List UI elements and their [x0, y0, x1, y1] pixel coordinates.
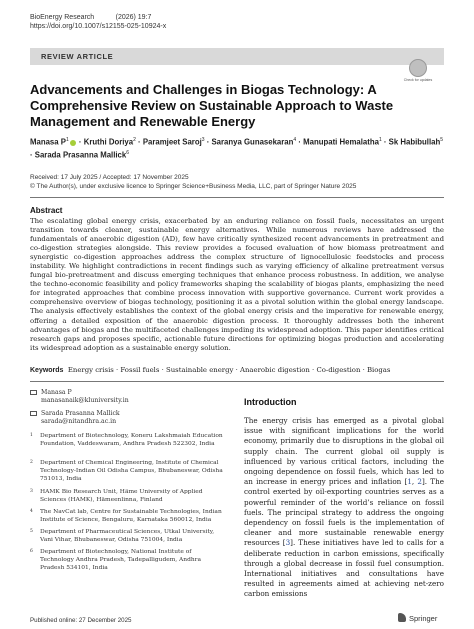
affiliation-text: Department of Biotechnology, Koneru Lakshmaiah Education Foundation, Vaddeswaram, Andhra Pradesh 522302, India — [40, 433, 223, 447]
affiliation-number: 1 — [30, 433, 33, 438]
introduction-text — [244, 416, 444, 600]
citation-link[interactable]: 3 — [285, 538, 291, 548]
affiliation-number: 2 — [30, 460, 33, 465]
journal-header — [30, 13, 166, 31]
springer-horse-icon — [398, 613, 406, 622]
affiliation-number: 6 — [30, 549, 33, 554]
article-type-banner — [30, 48, 444, 65]
affiliation-item — [30, 433, 223, 449]
contact-email[interactable]: manasanaik@kluniversity.in — [41, 397, 129, 404]
author-affiliation-number: 1 — [378, 137, 382, 143]
affiliation-item — [30, 529, 223, 545]
affiliation-number: 4 — [30, 509, 33, 514]
author-list: Manasa $P^1$ · Kruthi Doriya$^2$ · Paramjeet Saroj$^3$ · Saranya Gunasekaran$^4$ · Manupati Hemalatha$^1$ · Sk Habibullah$^5$ · Sarada Prasanna Mallick$^6$ — [30, 137, 444, 160]
author-name[interactable]: Sk Habibullah — [388, 137, 441, 147]
author-name[interactable]: Paramjeet Saroj — [142, 137, 202, 147]
copyright-line: © The Author(s), under exclusive licence to Springer Science+Business Media, LLC, part of Springer Nature 2025 — [30, 182, 357, 190]
contact-block — [30, 389, 129, 405]
journal-name: BioEnergy Research — [30, 14, 95, 21]
affiliation-number: 3 — [30, 489, 33, 494]
affiliation-text: Department of Pharmaceutical Sciences, Utkal University, Vani Vihar, Bhubaneswar, Odisha 751004, India — [40, 529, 215, 543]
contact-name: Sarada Prasanna Mallick — [41, 410, 120, 417]
contact-block — [30, 410, 120, 426]
affiliation-item — [30, 509, 223, 525]
volume-year: (2026) 19:7 — [115, 14, 152, 21]
author-affiliation-number: 5 — [440, 137, 444, 143]
abstract-text: The escalating global energy crisis, exacerbated by an enduring reliance on fossil fuels, necessitates an urgent transition towards cleaner, sustainable energy alternatives. While numerous reviews have addressed the fundamentals of anaerobic digestion (AD), few have critically synthesized recent advancements in pretreatment and co-digestion strategies alongside. This review provides a focused evaluation of how biomass pretreatment and synergistic co-digestion approaches address the complex structure of lignocellulosic feedstocks and process instability. We highlight contradictions in recent findings such as varying efficiency of alkaline pretreatment versus fungal bio-pretreatment and discuss emerging techniques that enhance process robustness. In addition, we analyse the techno-economic feasibility and policy frameworks shaping the scalability of biogas plants, emphasizing the need for integrated approaches that combine process innovation with supportive governance. Current work provides a comprehensive overview of biogas technology, positioning it as a pivotal solution within the global energy landscape. The analysis effectively establishes the context of the global energy crisis and the imperative for renewable energy, offering a detailed exposition of the anaerobic digestion process. It thoroughly addresses both the inherent advantages of biogas and the multifaceted challenges impeding its widespread adoption. This paper identifies critical research gaps and proposes specific, actionable future directions for optimizing biogas production and accelerating its widespread adoption as a sustainable energy solution. — [30, 217, 444, 352]
affiliation-text: The NavCat lab, Centre for Sustainable Technologies, Indian Institute of Science, Bengaluru, Karnataka 560012, India — [40, 509, 222, 523]
affiliation-item — [30, 460, 223, 483]
check-updates-icon — [409, 59, 427, 77]
author-name[interactable]: Saranya Gunasekaran — [211, 137, 294, 147]
divider — [30, 381, 444, 382]
citation-separator: , — [411, 477, 418, 487]
author-name[interactable]: Manasa P — [30, 137, 66, 147]
publisher-name: Springer — [409, 614, 438, 623]
contact-name: Manasa P — [41, 389, 72, 396]
intro-text-part: ]. These initiatives have led to calls for a deliberate reduction in carbon emissions, specifically through a global decrease in fossil fuel consumption. International initiatives and consultations have resulted in agreements aimed at achieving net-zero carbon emissions — [244, 538, 445, 599]
citation-link[interactable]: 2 — [417, 477, 422, 487]
article-title: Advancements and Challenges in Biogas Technology: A Comprehensive Review on Sustainable Approach to Waste Management and Renewable Energy — [30, 82, 394, 129]
doi-link[interactable]: https://doi.org/10.1007/s12155-025-10924-x — [30, 23, 167, 30]
author-name[interactable]: Sarada Prasanna Mallick — [34, 150, 127, 160]
affiliation-text: Department of Chemical Engineering, Institute of Chemical Technology-Indian Oil Odisha Campus, Bhubaneswar, Odisha 751013, India — [40, 460, 223, 482]
check-updates-label: Check for updates — [403, 78, 433, 82]
author-affiliation-number: 1 — [65, 137, 69, 143]
keywords-line — [30, 366, 444, 375]
author-affiliation-number: 6 — [126, 149, 129, 156]
keywords-list: Energy crisis · Fossil fuels · Sustainable energy · Anaerobic digestion · Co-digestion · Biogas — [67, 366, 391, 374]
publisher-logo — [398, 613, 437, 623]
citation-link[interactable]: 1 — [407, 477, 412, 487]
affiliation-item — [30, 489, 223, 505]
affiliation-number: 5 — [30, 529, 33, 534]
contact-email[interactable]: sarada@nitandhra.ac.in — [41, 418, 117, 425]
author-affiliation-number: 3 — [201, 137, 205, 143]
author-affiliation-number: 4 — [293, 137, 297, 143]
check-for-updates-badge[interactable] — [403, 57, 433, 87]
author-name[interactable]: Manupati Hemalatha — [303, 137, 379, 147]
affiliation-item — [30, 549, 223, 572]
introduction-heading: Introduction — [244, 397, 297, 407]
article-dates — [30, 174, 356, 191]
affiliation-text: Department of Biotechnology, National Institute of Technology Andhra Pradesh, Tadepalligudem, Andhra Pradesh 534101, India — [40, 549, 201, 571]
author-affiliation-number: 2 — [133, 137, 136, 143]
divider — [30, 197, 444, 198]
published-online: Published online: 27 December 2025 — [30, 617, 132, 624]
keywords-label: Keywords — [30, 367, 64, 374]
orcid-icon[interactable] — [70, 140, 76, 146]
article-type-label: REVIEW ARTICLE — [41, 52, 114, 61]
intro-text-part: ]. The control exerted by oil-exporting countries serves as a powerful reminder of the world’s reliance on fossil fuels. The principal strategy to address the ongoing dependency on fossil fuels is the implementation of cleaner and more sustainable renewable energy resources [ — [244, 477, 444, 548]
abstract-heading: Abstract — [30, 206, 63, 215]
author-name[interactable]: Kruthi Doriya — [83, 137, 134, 147]
envelope-icon — [30, 411, 37, 416]
affiliation-text: HAMK Bio Research Unit, Häme University of Applied Sciences (HAMK), Hämeenlinna, Finland — [40, 489, 203, 503]
envelope-icon — [30, 390, 37, 395]
received-accepted: Received: 17 July 2025 / Accepted: 17 November 2025 — [30, 174, 189, 181]
intro-text-part: The energy crisis has emerged as a pivotal global issue with significant implications for the world economy, primarily due to disruptions in the global oil supply chain. The current global oil supply is influenced by various critical factors, including the ongoing dependence on fossil fuels, which has led to an increase in energy prices and inflation [ — [244, 416, 444, 487]
